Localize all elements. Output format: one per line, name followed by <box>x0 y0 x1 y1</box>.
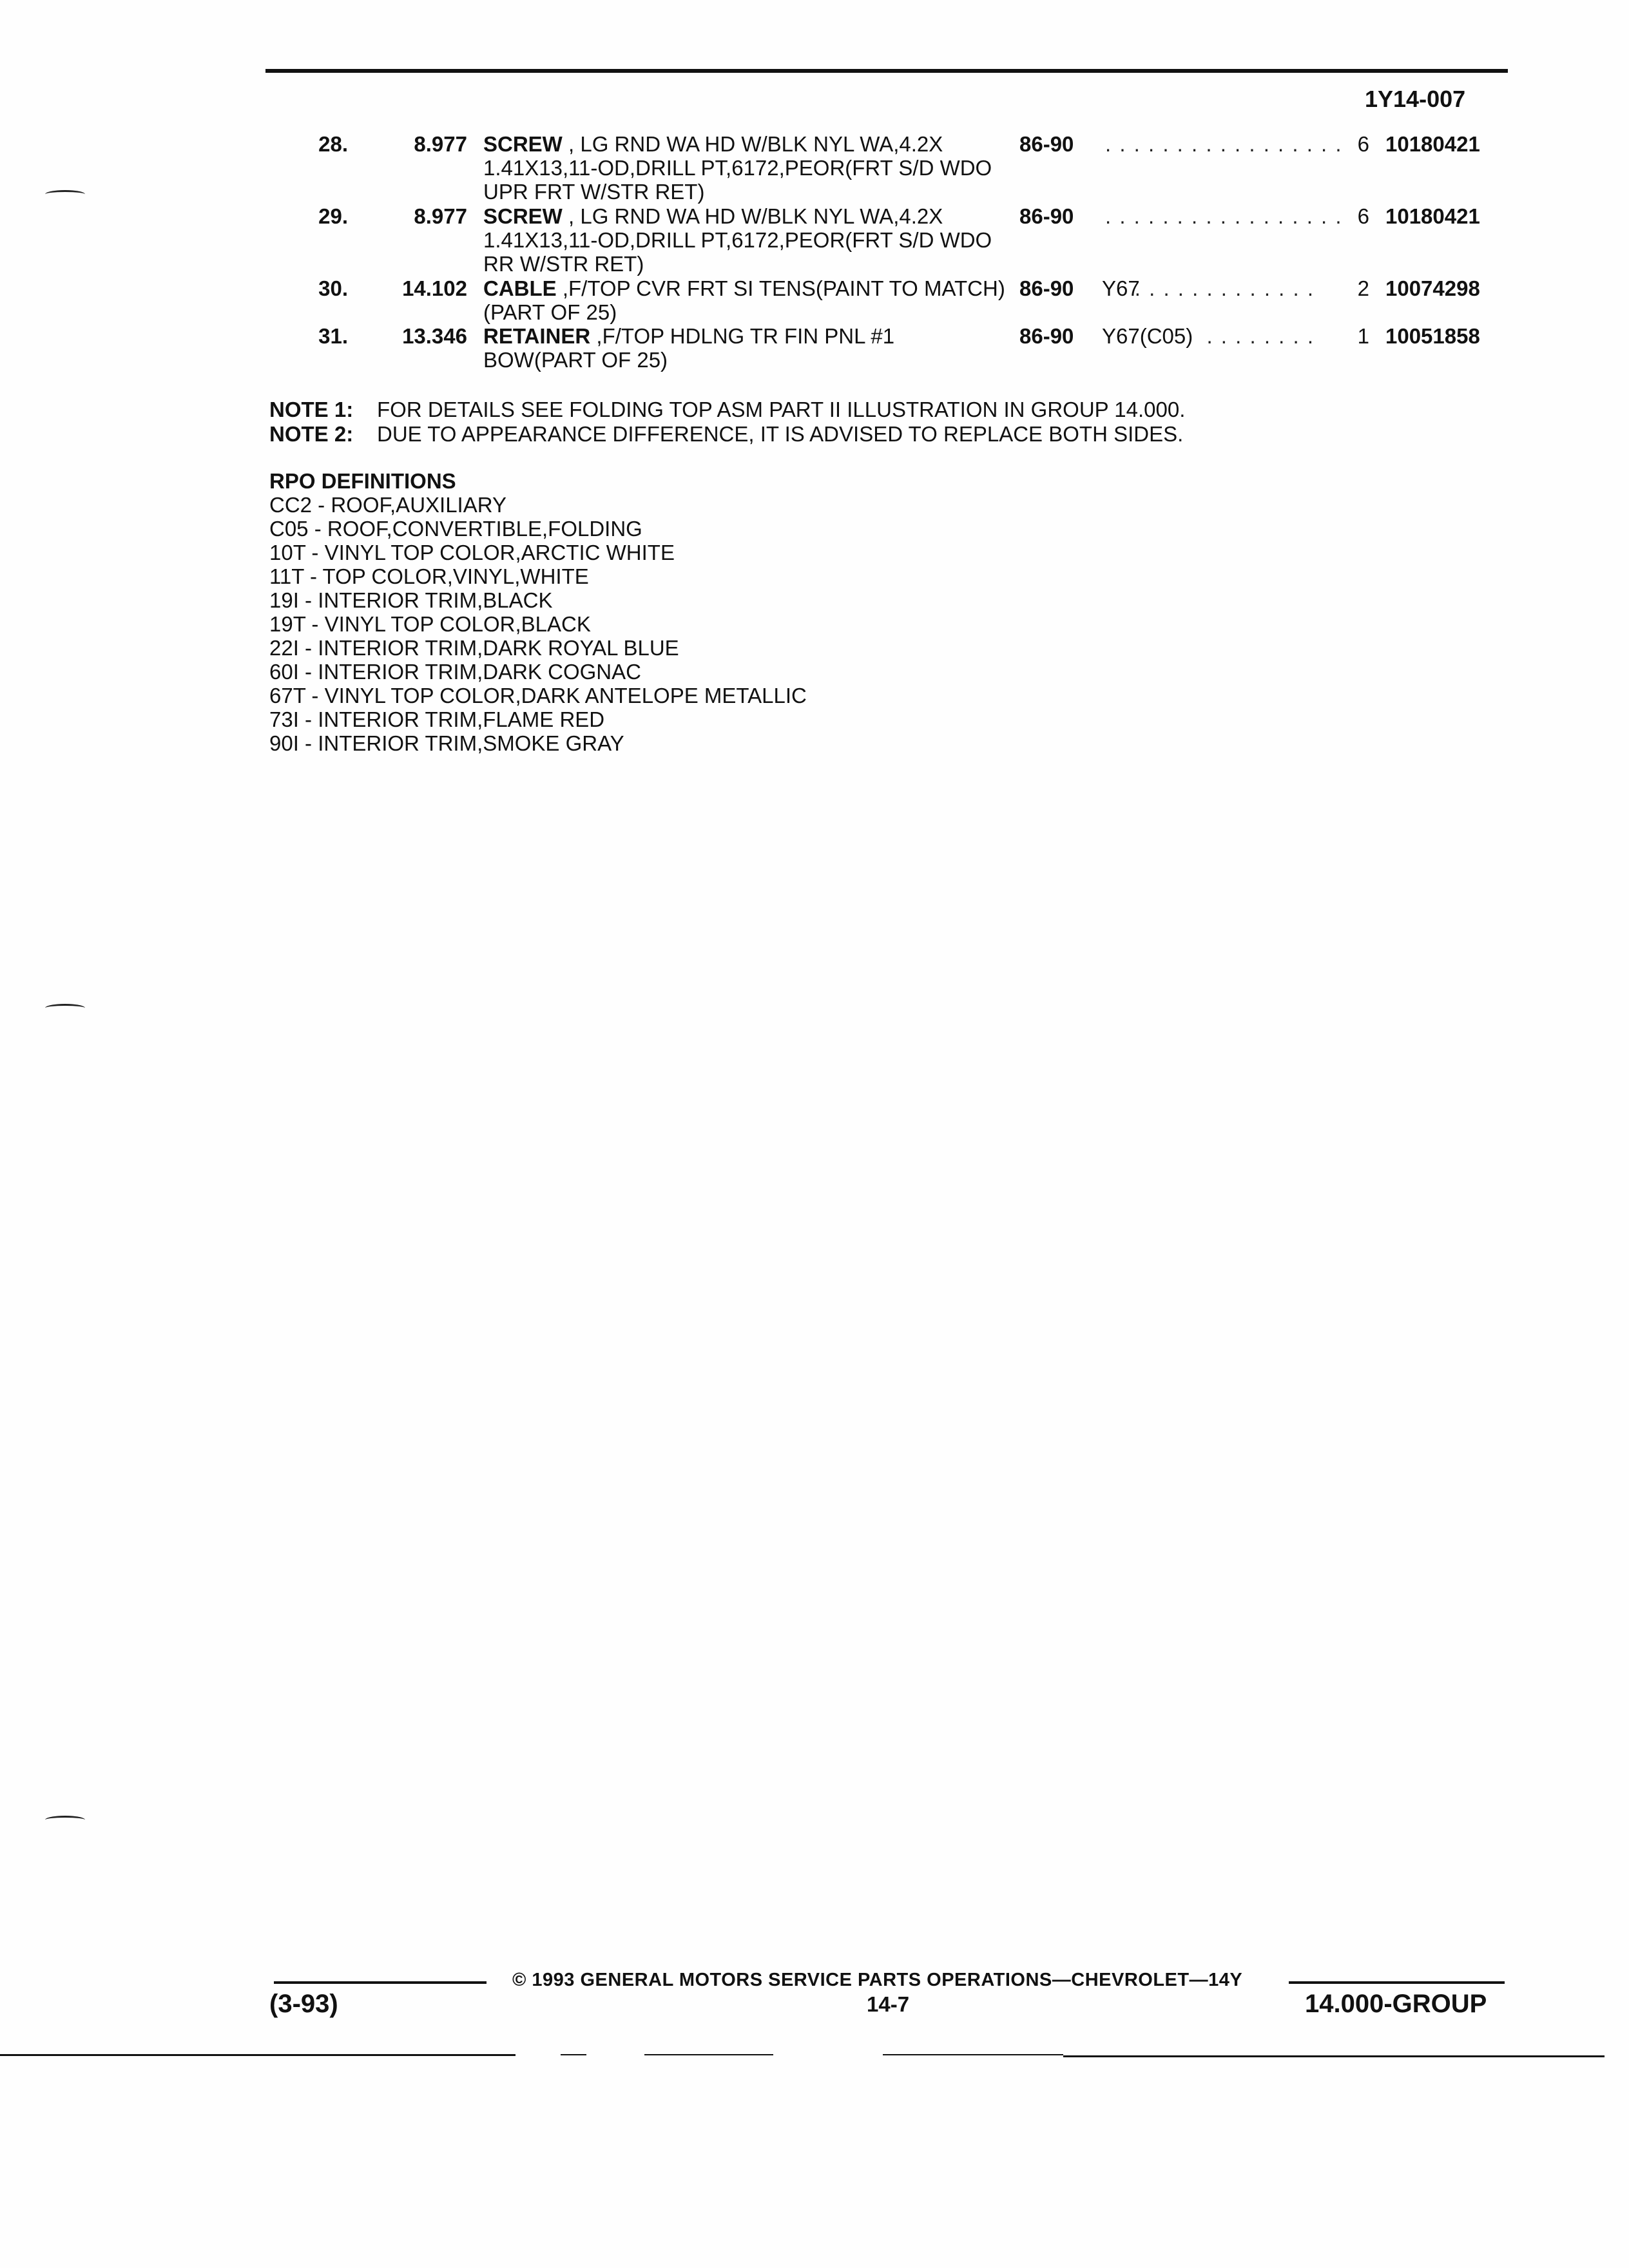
part-description <box>483 204 1012 276</box>
group-number: 14.102 <box>402 276 467 300</box>
quantity: 2 <box>1357 276 1369 300</box>
item-number: 31. <box>318 324 348 348</box>
note <box>269 422 1185 447</box>
bottom-trim-line <box>1063 2055 1605 2057</box>
quantity: 6 <box>1357 204 1369 228</box>
part-number: 10051858 <box>1385 324 1480 348</box>
rpo-item: 22I - INTERIOR TRIM,DARK ROYAL BLUE <box>269 636 679 660</box>
part-number: 10180421 <box>1385 132 1480 156</box>
quantity: 1 <box>1357 324 1369 348</box>
part-detail: , LG RND WA HD W/BLK NYL WA,4.2X 1.41X13,11-OD,DRILL PT,6172,PEOR(FRT S/D WDO RR W/STR RET) <box>483 204 992 276</box>
part-row <box>0 276 1629 324</box>
parts-list <box>0 132 1629 372</box>
leader-dots: . . . . . . . . . . . . . <box>1134 276 1315 300</box>
part-description <box>483 324 1012 372</box>
part-name: RETAINER <box>483 324 591 348</box>
model-years: 86-90 <box>1019 204 1074 228</box>
leader-dots: . . . . . . . . . . . . . . . . . <box>1105 132 1343 156</box>
footer-page-number: 14-7 <box>867 1992 910 2016</box>
rpo-item: 90I - INTERIOR TRIM,SMOKE GRAY <box>269 731 624 755</box>
group-number: 8.977 <box>414 132 467 156</box>
part-detail: ,F/TOP HDLNG TR FIN PNL #1 BOW(PART OF 25) <box>483 324 895 372</box>
page-code: 1Y14-007 <box>1365 86 1466 112</box>
part-row <box>0 324 1629 372</box>
binder-mark <box>45 1816 85 1824</box>
bottom-trim-line <box>644 2054 773 2055</box>
bottom-trim-line <box>561 2054 586 2055</box>
part-detail: , LG RND WA HD W/BLK NYL WA,4.2X 1.41X13,11-OD,DRILL PT,6172,PEOR(FRT S/D WDO UPR FRT W/STR RET) <box>483 132 992 204</box>
rpo-item: CC2 - ROOF,AUXILIARY <box>269 493 506 517</box>
part-name: SCREW <box>483 204 563 228</box>
footer-date: (3-93) <box>269 1990 338 2018</box>
option-code: Y67 <box>1102 276 1140 300</box>
footer-rule-right <box>1289 1981 1505 1984</box>
note-label: NOTE 1: <box>269 398 354 421</box>
option-code: Y67(C05) <box>1102 324 1193 348</box>
model-years: 86-90 <box>1019 324 1074 348</box>
part-row <box>0 204 1629 276</box>
item-number: 28. <box>318 132 348 156</box>
part-detail: ,F/TOP CVR FRT SI TENS(PAINT TO MATCH)(PART OF 25) <box>483 276 1005 324</box>
rpo-item: 60I - INTERIOR TRIM,DARK COGNAC <box>269 660 641 684</box>
rpo-heading: RPO DEFINITIONS <box>269 469 456 493</box>
bottom-trim-line <box>0 2054 516 2056</box>
quantity: 6 <box>1357 132 1369 156</box>
part-description <box>483 132 1012 204</box>
group-number: 13.346 <box>402 324 467 348</box>
rpo-item: C05 - ROOF,CONVERTIBLE,FOLDING <box>269 517 642 541</box>
leader-dots: . . . . . . . . <box>1206 324 1315 348</box>
notes-section <box>269 398 1185 447</box>
model-years: 86-90 <box>1019 276 1074 300</box>
item-number: 29. <box>318 204 348 228</box>
part-number: 10180421 <box>1385 204 1480 228</box>
item-number: 30. <box>318 276 348 300</box>
note-text: FOR DETAILS SEE FOLDING TOP ASM PART II ILLUSTRATION IN GROUP 14.000. <box>377 398 1186 421</box>
part-name: SCREW <box>483 132 563 156</box>
model-years: 86-90 <box>1019 132 1074 156</box>
binder-mark <box>45 190 85 198</box>
rpo-definitions <box>269 469 807 755</box>
leader-dots: . . . . . . . . . . . . . . . . . <box>1105 204 1343 228</box>
part-description <box>483 276 1012 324</box>
rpo-item: 11T - TOP COLOR,VINYL,WHITE <box>269 564 589 588</box>
part-name: CABLE <box>483 276 557 300</box>
footer-group: 14.000-GROUP <box>1305 1990 1487 2018</box>
top-rule <box>265 69 1508 73</box>
rpo-item: 10T - VINYL TOP COLOR,ARCTIC WHITE <box>269 541 675 564</box>
note-text: DUE TO APPEARANCE DIFFERENCE, IT IS ADVISED TO REPLACE BOTH SIDES. <box>377 422 1184 446</box>
footer-copyright: © 1993 GENERAL MOTORS SERVICE PARTS OPERATIONS—CHEVROLET—14Y <box>512 1970 1243 1990</box>
binder-mark <box>45 1004 85 1012</box>
bottom-trim-line <box>883 2054 1063 2055</box>
footer-rule-left <box>274 1981 487 1984</box>
rpo-item: 73I - INTERIOR TRIM,FLAME RED <box>269 707 605 731</box>
part-row <box>0 132 1629 204</box>
note-label: NOTE 2: <box>269 422 354 446</box>
note <box>269 398 1185 422</box>
rpo-item: 19T - VINYL TOP COLOR,BLACK <box>269 612 591 636</box>
rpo-item: 67T - VINYL TOP COLOR,DARK ANTELOPE METALLIC <box>269 684 807 707</box>
part-number: 10074298 <box>1385 276 1480 300</box>
rpo-item: 19I - INTERIOR TRIM,BLACK <box>269 588 553 612</box>
group-number: 8.977 <box>414 204 467 228</box>
